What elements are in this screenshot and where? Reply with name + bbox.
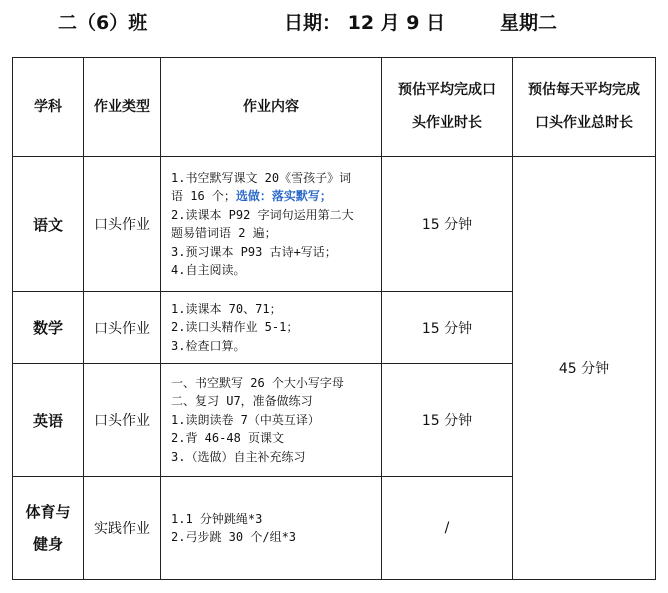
content-line: 2.读口头精作业 5-1； (171, 320, 299, 335)
subject-cell: 数学 (13, 292, 84, 364)
content-cell (161, 477, 382, 580)
content-line: 3.（选做）自主补充练习 (171, 449, 306, 464)
table-row (13, 157, 656, 292)
total-time-cell: 45 分钟 (513, 157, 656, 580)
content-cell (161, 292, 382, 364)
class-title: 二（6）班 (58, 12, 148, 34)
table-header-row (13, 58, 656, 157)
subject-cell: 英语 (13, 364, 84, 477)
content-line: 3.检查口算。 (171, 338, 246, 353)
subject-cell: 语文 (13, 157, 84, 292)
col-total-time-header: 预估每天平均完成 口头作业总时长 (513, 58, 656, 157)
content-line: 1.读课本 70、71； (171, 301, 282, 316)
content-line: 2.读课本 P92 字词句运用第二大 (171, 207, 354, 222)
type-cell: 口头作业 (84, 157, 161, 292)
col-subject-header: 学科 (13, 58, 84, 157)
col-content-header: 作业内容 (161, 58, 382, 157)
col-type-header: 作业类型 (84, 58, 161, 157)
type-cell: 实践作业 (84, 477, 161, 580)
content-line: 1.书空默写课文 20《雪孩子》词 (171, 170, 352, 185)
type-cell: 口头作业 (84, 292, 161, 364)
avg-time-cell: 15 分钟 (382, 292, 513, 364)
content-line: 1.1 分钟跳绳*3 (171, 511, 263, 526)
content-cell (161, 364, 382, 477)
content-line: 1.读朗读卷 7（中英互译） (171, 412, 320, 427)
col-avg-time-header: 预估平均完成口 头作业时长 (382, 58, 513, 157)
content-line: 二、复习 U7，准备做练习 (171, 394, 313, 409)
content-line: 3.预习课本 P93 古诗+写话； (171, 244, 337, 259)
subject-cell: 体育与 健身 (13, 477, 84, 580)
homework-table (12, 57, 656, 580)
avg-time-cell: 15 分钟 (382, 364, 513, 477)
date-label: 日期： 12 月 9 日 (284, 12, 446, 34)
type-cell: 口头作业 (84, 364, 161, 477)
content-line: 4.自主阅读。 (171, 263, 246, 277)
content-line: 语 16 个；选做：落实默写； (171, 189, 332, 203)
optional-highlight: 选做：落实默写； (235, 189, 332, 203)
content-line: 2.弓步跳 30 个/组*3 (171, 530, 297, 544)
content-line: 一、书空默写 26 个大小写字母 (171, 375, 344, 390)
avg-time-cell: 15 分钟 (382, 157, 513, 292)
content-cell (161, 157, 382, 292)
content-line: 题易错词语 2 遍； (171, 226, 277, 240)
avg-time-cell: / (382, 477, 513, 580)
weekday-label: 星期二 (500, 12, 558, 34)
content-line: 2.背 46-48 页课文 (171, 431, 285, 446)
